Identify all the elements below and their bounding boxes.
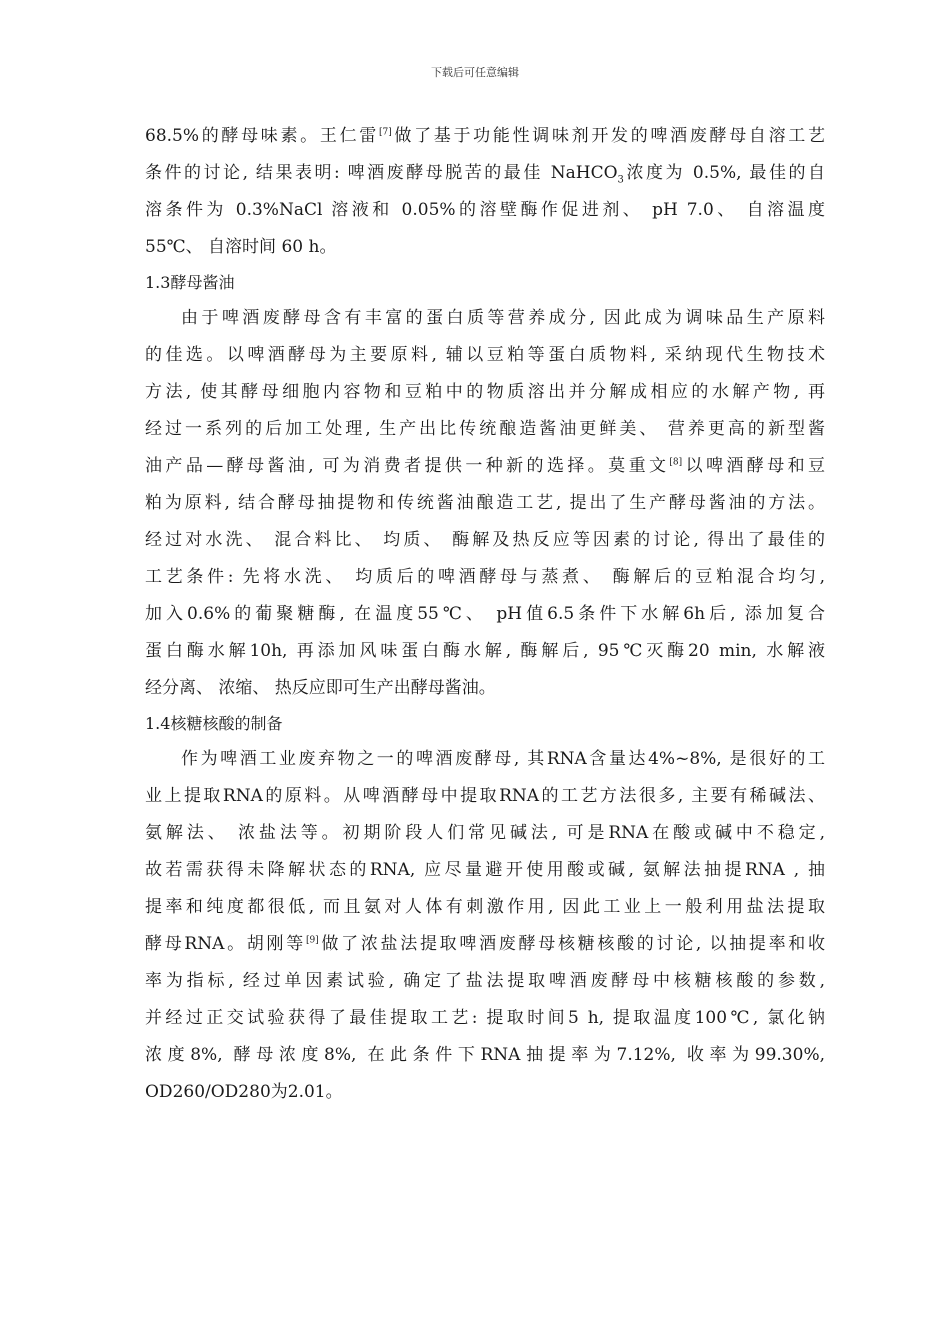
citation-ref: [8]	[669, 457, 683, 468]
text-line: 油产品—酵母酱油, 可为消费者提供一种新的选择。莫重文[8]以啤酒酵母和豆	[145, 456, 825, 476]
text-line: 55℃、 自溶时间 60 h。	[145, 237, 337, 257]
document-body	[145, 118, 825, 1111]
text-line: 经过对水洗、 混合料比、 均质、 酶解及热反应等因素的讨论, 得出了最佳的	[145, 530, 825, 550]
text-line: 的佳选。以啤酒酵母为主要原料, 辅以豆粕等蛋白质物料, 采纳现代生物技术	[145, 345, 825, 365]
text-line: 加入0.6%的葡聚糖酶, 在温度55℃、 pH值6.5条件下水解6h后, 添加复合	[145, 604, 825, 624]
text-line: 条件的讨论, 结果表明: 啤酒废酵母脱苦的最佳 NaHCO$_3$浓度为 0.5%, 最佳的自	[145, 163, 825, 186]
text-line: 氨解法、 浓盐法等。初期阶段人们常见碱法, 可是RNA在酸或碱中不稳定,	[145, 823, 825, 843]
paragraph-3	[145, 741, 825, 1111]
text-line: 溶条件为 0.3%NaCl 溶液和 0.05%的溶壁酶作促进剂、 pH 7.0、 自溶温度	[145, 200, 825, 220]
text-line: 粕为原料, 结合酵母抽提物和传统酱油酿造工艺, 提出了生产酵母酱油的方法。	[145, 493, 825, 513]
section-heading-1-3: 1.3酵母酱油	[145, 273, 235, 292]
text-line: 并经过正交试验获得了最佳提取工艺: 提取时间5 h, 提取温度100℃, 氯化钠	[145, 1008, 825, 1028]
text-line: 浓度8%, 酵母浓度8%, 在此条件下RNA抽提率为7.12%, 收率为99.30%,	[145, 1045, 825, 1065]
citation-ref: [7]	[378, 127, 392, 138]
text-line: 由于啤酒废酵母含有丰富的蛋白质等营养成分, 因此成为调味品生产原料	[181, 308, 825, 328]
text-line: 酵母RNA。胡刚等[9]做了浓盐法提取啤酒废酵母核糖核酸的讨论, 以抽提率和收	[145, 934, 825, 954]
text-line: 蛋白酶水解10h, 再添加风味蛋白酶水解, 酶解后, 95℃灭酶20 min, 水解液	[145, 641, 825, 661]
text-line: 业上提取RNA的原料。从啤酒酵母中提取RNA的工艺方法很多, 主要有稀碱法、	[145, 786, 825, 806]
text-line: 经分离、 浓缩、 热反应即可生产出酵母酱油。	[145, 678, 496, 698]
paragraph-1	[145, 118, 825, 266]
text-line: 故若需获得未降解状态的RNA, 应尽量避开使用酸或碱, 氨解法抽提RNA , 抽	[145, 860, 825, 880]
text-line: 工艺条件: 先将水洗、 均质后的啤酒酵母与蒸煮、 酶解后的豆粕混合均匀,	[145, 567, 825, 587]
section-heading-1-4: 1.4核糖核酸的制备	[145, 714, 283, 733]
citation-ref: [9]	[305, 935, 319, 946]
text-line: 作为啤酒工业废弃物之一的啤酒废酵母, 其RNA含量达4%~8%, 是很好的工	[181, 749, 825, 769]
paragraph-2	[145, 300, 825, 707]
text-line: 经过一系列的后加工处理, 生产出比传统酿造酱油更鲜美、 营养更高的新型酱	[145, 419, 825, 439]
subscript: 3	[617, 174, 624, 186]
text-line: 提率和纯度都很低, 而且氨对人体有刺激作用, 因此工业上一般利用盐法提取	[145, 897, 825, 917]
text-line: OD260/OD280为2.01。	[145, 1082, 343, 1102]
text-line: 68.5%的酵母味素。王仁雷[7]做了基于功能性调味剂开发的啤酒废酵母自溶工艺	[145, 126, 825, 146]
text-line: 率为指标, 经过单因素试验, 确定了盐法提取啤酒废酵母中核糖核酸的参数,	[145, 971, 825, 991]
text-line: 方法, 使其酵母细胞内容物和豆粕中的物质溶出并分解成相应的水解产物, 再	[145, 382, 825, 402]
page-header: 下载后可任意编辑	[431, 66, 519, 79]
